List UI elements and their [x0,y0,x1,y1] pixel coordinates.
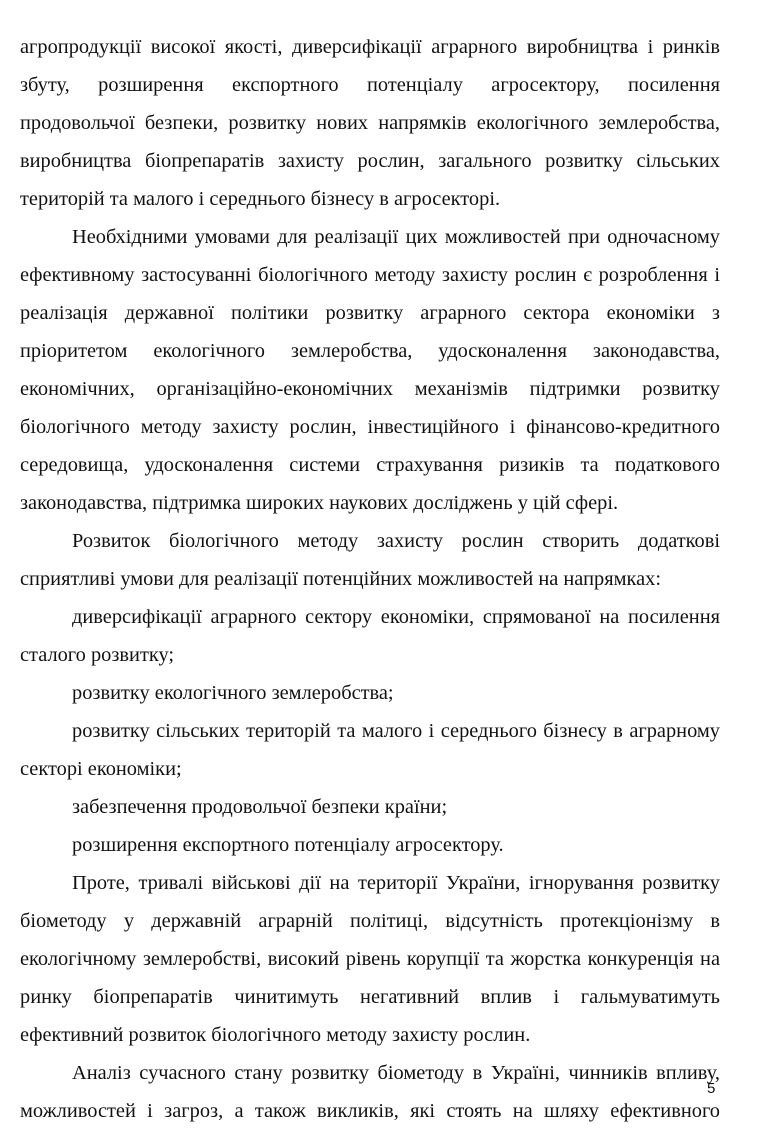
list-item-food-security: забезпечення продовольчої безпеки країни; [72,796,448,818]
paragraph-conditions: Необхідними умовами для реалізації цих можливостей при одночасному ефективному застосуванні біологічного методу захисту рослин є розроблення і реалізація державної політики розвитку аграрного сектора економіки з пріоритетом екологічного землеробства, удосконалення законодавства, економічних, організаційно-економічних механізмів підтримки розвитку біологічного методу захисту рослин, інвестиційного і фінансово-кредитного середовища, удосконалення системи страхування ризиків та податкового законодавства, підтримка широких наукових досліджень у цій сфері. [20,226,720,514]
list-item-ecological-farming: розвитку екологічного землеробства; [72,682,394,704]
list-item-diversification: диверсифікації аграрного сектору економіки, спрямованої на посилення сталого розвитку; [20,606,720,666]
paragraph-development-intro: Розвиток біологічного методу захисту рослин створить додаткові сприятливі умови для реалізації потенційних можливостей на напрямках: [20,530,720,590]
paragraph-threats: Проте, тривалі військові дії на території України, ігнорування розвитку біометоду у державній аграрній політиці, відсутність протекціонізму в екологічному землеробстві, високий рівень корупції та жорстка конкуренція на ринку біопрепаратів чинитимуть негативний вплив і гальмуватимуть ефективний розвиток біологічного методу захисту рослин. [20,872,720,1046]
body-text [20,28,720,1130]
paragraph-continuation: агропродукції високої якості, диверсифікації аграрного виробництва і ринків збуту, розширення експортного потенціалу агросектору, посилення продовольчої безпеки, розвитку нових напрямків екологічного землеробства, виробництва біопрепаратів захисту рослин, загального розвитку сільських територій та малого і середнього бізнесу в агросекторі. [20,36,720,210]
paragraph-analysis: Аналіз сучасного стану розвитку біометоду в Україні, чинників впливу, можливостей і загроз, а також викликів, які стоять на шляху ефективного [20,1062,720,1122]
list-item-export-potential: розширення експортного потенціалу агросектору. [72,834,504,856]
page-number: 5 [707,1080,716,1097]
list-item-rural-development: розвитку сільських територій та малого і середнього бізнесу в аграрному секторі економіки; [20,720,720,780]
